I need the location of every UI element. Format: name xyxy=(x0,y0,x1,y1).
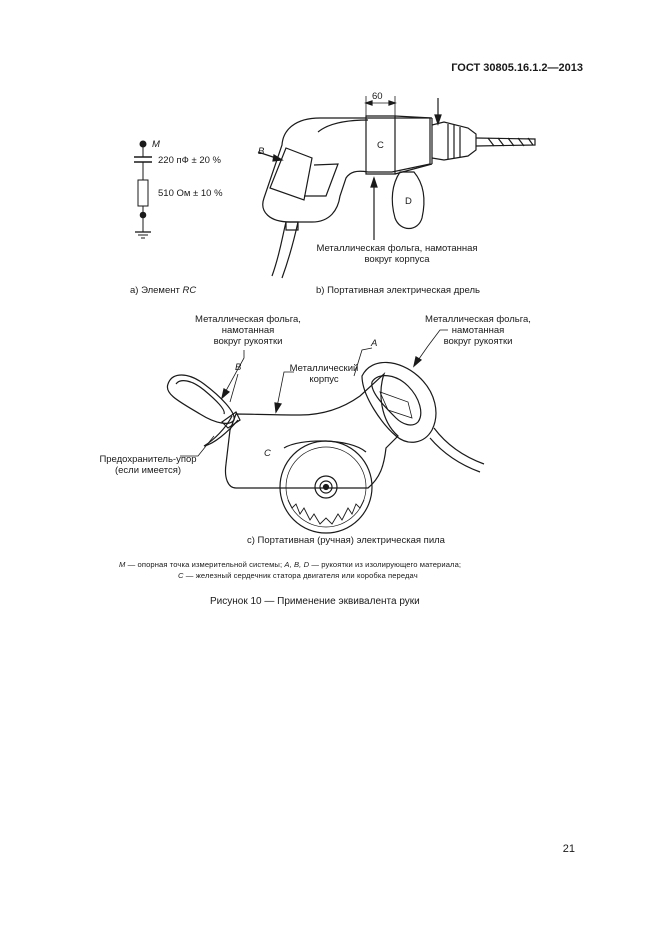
saw-body-note xyxy=(279,363,369,385)
saw-guard-line2: (если имеется) xyxy=(114,465,182,476)
figure-title: Рисунок 10 — Применение эквивалента руки xyxy=(210,596,420,607)
saw-foil-left-line1: Металлическая фольга, xyxy=(195,314,301,325)
drill-foil-line2: вокруг корпуса xyxy=(364,254,430,265)
saw-label-a: A xyxy=(371,338,378,349)
drill-foil-note xyxy=(312,243,482,265)
saw-drawing xyxy=(167,330,484,533)
saw-foil-left-line2: намотанная xyxy=(221,325,275,336)
legend-c-text: — железный сердечник статора двигателя или коробка передач xyxy=(183,571,418,580)
caption-a xyxy=(130,285,196,296)
dimension-60: 60 xyxy=(372,91,383,102)
caption-c: c) Портативная (ручная) электрическая пила xyxy=(247,535,445,546)
caption-b: b) Портативная электрическая дрель xyxy=(316,285,480,296)
saw-guard-line1: Предохранитель-упор xyxy=(99,454,197,465)
saw-label-c: C xyxy=(264,448,271,459)
saw-foil-right-note xyxy=(413,314,543,347)
drill-foil-line1: Металлическая фольга, намотанная xyxy=(316,243,478,254)
saw-body-line2: корпус xyxy=(309,374,339,385)
legend-m-text: — опорная точка измерительной системы; xyxy=(125,560,285,569)
caption-a-rc: RC xyxy=(182,285,197,296)
rc-circuit xyxy=(134,141,152,238)
saw-foil-right-line2: намотанная xyxy=(451,325,505,336)
legend-line2 xyxy=(178,571,418,582)
legend-abd-text: — рукоятки из изолирующего материала; xyxy=(309,560,462,569)
saw-guard-note xyxy=(88,454,208,476)
saw-foil-right-line1: Металлическая фольга, xyxy=(425,314,531,325)
legend-abd: A, B, D xyxy=(284,560,310,569)
legend-c: C xyxy=(178,571,184,580)
point-m-label: M xyxy=(152,139,160,150)
page-number: 21 xyxy=(562,843,575,855)
drill-label-d: D xyxy=(405,196,412,207)
capacitor-label: 220 пФ ± 20 % xyxy=(158,155,222,166)
saw-label-b: B xyxy=(235,362,242,373)
saw-body-line1: Металлический xyxy=(289,363,359,374)
legend-m: M xyxy=(119,560,126,569)
caption-a-text: a) Элемент xyxy=(130,285,183,296)
legend-line1 xyxy=(119,560,461,571)
drill-label-c: C xyxy=(377,140,384,151)
resistor-label: 510 Ом ± 10 % xyxy=(158,188,223,199)
drill-label-b: B xyxy=(258,146,265,157)
saw-foil-left-line3: вокруг рукоятки xyxy=(213,336,283,347)
saw-foil-left-note xyxy=(188,314,308,347)
saw-foil-right-line3: вокруг рукоятки xyxy=(443,336,513,347)
standard-header: ГОСТ 30805.16.1.2—2013 xyxy=(451,62,583,74)
